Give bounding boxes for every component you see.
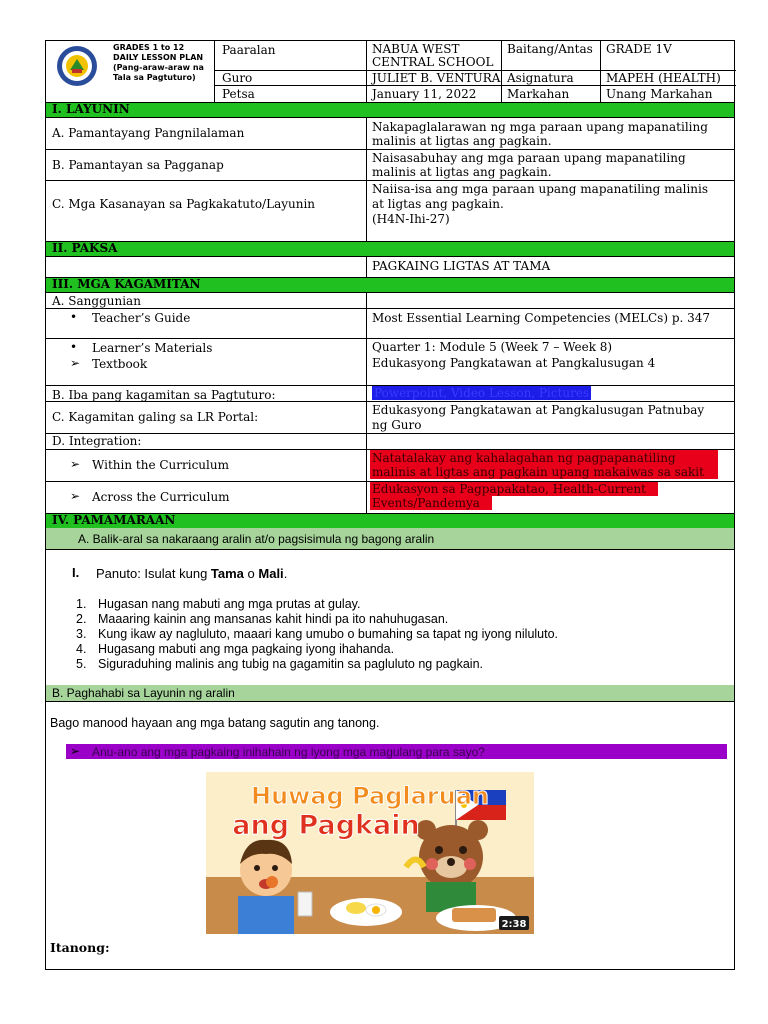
list-item: Siguraduhing malinis ang tubig na gagamitin sa pagluluto ng pagkain. [98,657,483,671]
pamantayan-sa-pagganap-value: Naisasabuhay ang mga paraan upang mapanatiling [372,151,686,165]
school-logo [51,44,103,88]
within-curriculum-label: Within the Curriculum [92,458,229,472]
question-text: Anu-ano ang mga pagkaing inihahain ng iyong mga magulang para sayo? [92,745,485,759]
mga-kasanayan-code: (H4N-Ihi-27) [372,212,450,226]
list-number: 4. [76,642,87,656]
section-title: III. MGA KAGAMITAN [52,277,201,291]
doc-grade-line: GRADES 1 to 12 [113,43,185,52]
textbook-label: Textbook [92,357,148,371]
pamantayang-pangnilalaman-value-2: malinis at ligtas ang pagkain. [372,134,552,148]
list-item: Hugasang mabuti ang mga pagkaing iyong ihahanda. [98,642,395,656]
paghahabi-label: B. Paghahabi sa Layunin ng aralin [52,686,235,700]
video-title-line-2: ang Pagkain [232,810,420,841]
bullet-icon: • [70,340,78,354]
teachers-guide-value: Most Essential Learning Competencies (MELCs) p. 347 [372,311,711,325]
mga-kasanayan-value-2: at ligtas ang pagkain. [372,197,504,211]
across-curriculum-value: Edukasyon sa Pagpapakatao, Health-Current [372,482,646,496]
pamantayan-sa-pagganap-value-2: malinis at ligtas ang pagkain. [372,165,552,179]
mga-kasanayan-label: C. Mga Kasanayan sa Pagkakatuto/Layunin [52,197,316,211]
list-item: Hugasan nang mabuti ang mga prutas at gulay. [98,597,361,611]
video-illustration [206,772,534,934]
section-layunin-header [46,102,734,117]
within-curriculum-value-2: malinis at ligtas ang pagkain upang makaiwas sa sakit [372,465,704,479]
learners-materials-label: Learner’s Materials [92,341,213,355]
doc-title-line: DAILY LESSON PLAN [113,53,204,62]
list-number: 5. [76,657,87,671]
baitang-label: Baitang/Antas [507,42,593,56]
arrow-bullet-icon: ➢ [70,457,81,471]
list-item: Maaaring kainin ang mansanas kahit hindi pa ito nahuhugasan. [98,612,449,626]
list-number: 1. [76,597,87,611]
pamantayang-pangnilalaman-value: Nakapaglalarawan ng mga paraan upang mapanatiling [372,120,708,134]
sanggunian-label: A. Sanggunian [52,294,141,308]
list-number: 2. [76,612,87,626]
pamantayan-sa-pagganap-label: B. Pamantayan sa Pagganap [52,158,224,172]
guro-label: Guro [222,71,253,85]
doc-subtitle-line-2: Tala sa Pagtuturo) [113,73,196,82]
video-duration: 2:38 [501,919,527,930]
paaralan-label: Paaralan [222,43,276,57]
panuto-line: Panuto: Isulat kung Tama o Mali. [96,566,288,581]
asignatura-value: MAPEH (HEALTH) [606,71,721,85]
section-paksa-header [46,241,734,256]
doc-subtitle-line: (Pang-araw-araw na [113,63,204,72]
markahan-value: Unang Markahan [606,87,713,101]
asignatura-label: Asignatura [507,71,574,85]
petsa-value: January 11, 2022 [372,87,477,101]
section-title: II. PAKSA [52,241,118,255]
petsa-label: Petsa [222,87,255,101]
iba-pang-kagamitan-label: B. Iba pang kagamitan sa Pagtuturo: [52,388,276,402]
section-title: I. LAYUNIN [52,102,130,116]
learners-materials-value: Quarter 1: Module 5 (Week 7 – Week 8) [372,340,613,354]
across-curriculum-label: Across the Curriculum [92,490,230,504]
video-thumbnail[interactable] [206,772,534,934]
list-item: Kung ikaw ay nagluluto, maaari kang umubo o bumahing sa tapat ng iyong niluluto. [98,627,559,641]
pamantayang-pangnilalaman-label: A. Pamantayang Pangnilalaman [52,126,245,140]
balik-aral-label: A. Balik-aral sa nakaraang aralin at/o pagsisimula ng bagong aralin [78,532,435,546]
video-title-line-1: Huwag Paglaruan [250,782,490,810]
within-curriculum-value: Natatalakay ang kahalagahan ng pagpapanatiling [372,451,676,465]
arrow-bullet-icon: ➢ [70,356,81,370]
lr-portal-value: Edukasyong Pangkatawan at Pangkalusugan Patnubay [372,403,705,417]
lr-portal-label: C. Kagamitan galing sa LR Portal: [52,410,259,424]
mga-kasanayan-value: Naiisa-isa ang mga paraan upang mapanatiling malinis [372,182,709,196]
bago-manood-text: Bago manood hayaan ang mga batang sagutin ang tanong. [50,716,380,730]
baitang-value: GRADE 1V [606,42,672,56]
seal-icon [51,44,103,88]
section-pamamaraan-header [46,513,734,528]
list-number: 3. [76,627,87,641]
guro-value: JULIET B. VENTURA [372,71,501,85]
itanong-label: Itanong: [50,940,110,955]
section-kagamitan-header [46,277,734,292]
textbook-value: Edukasyong Pangkatawan at Pangkalusugan 4 [372,356,656,370]
lesson-plan-document [45,40,735,970]
teachers-guide-label: Teacher’s Guide [92,311,191,325]
markahan-label: Markahan [507,87,570,101]
paksa-value: PAGKAING LIGTAS AT TAMA [372,259,551,273]
arrow-bullet-icon: ➢ [70,489,81,503]
paaralan-value: NABUA WEST [372,42,460,56]
across-curriculum-value-2: Events/Pandemya [372,496,480,510]
section-title: IV. PAMAMARAAN [52,513,176,527]
paaralan-value-2: CENTRAL SCHOOL [372,55,494,69]
bullet-icon: • [70,310,78,324]
integration-label: D. Integration: [52,434,142,448]
iba-pang-kagamitan-value: Powerpoint, Video Lesson, Pictures [374,386,590,400]
lr-portal-value-2: ng Guro [372,418,422,432]
arrow-bullet-icon: ➢ [70,744,81,758]
roman-numeral: I. [72,565,80,580]
